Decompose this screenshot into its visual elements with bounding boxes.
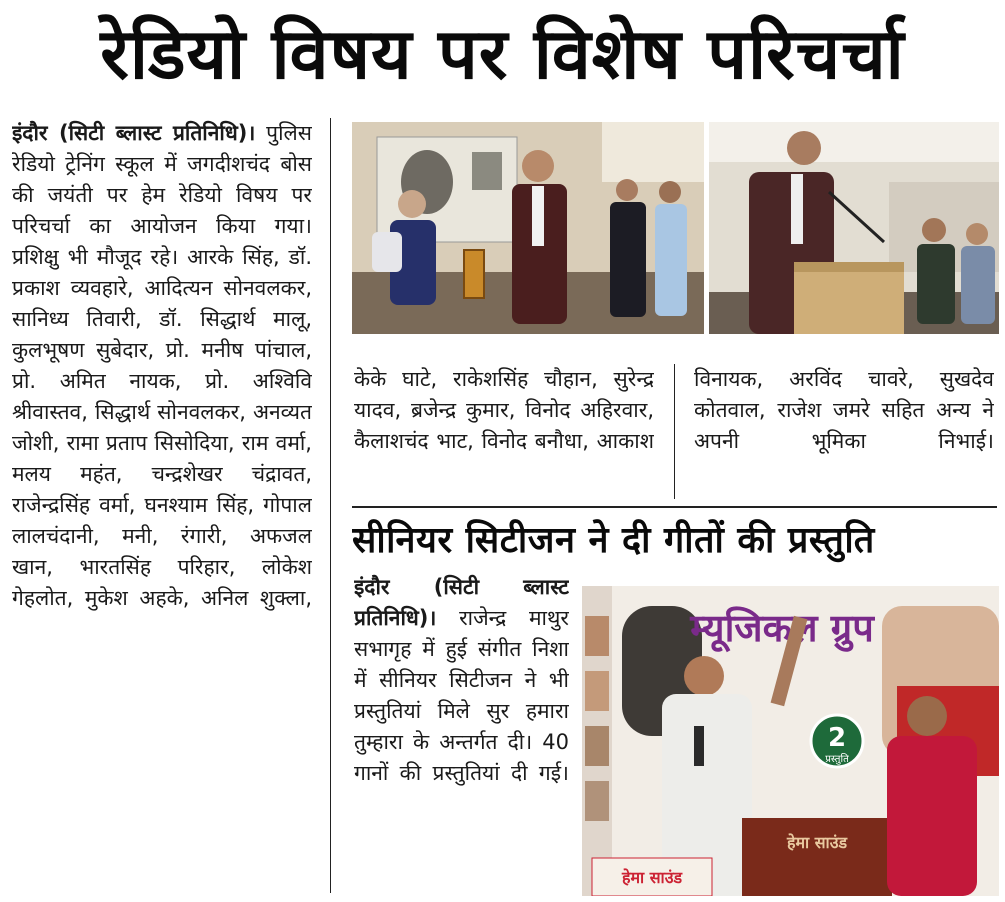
article1-dateline: इंदौर (सिटी ब्लास्ट प्रतिनिधि)। xyxy=(12,121,256,145)
section-divider xyxy=(352,506,997,508)
article2-body-text: राजेन्द्र माथुर सभागृह में हुई संगीत निशा में सीनियर सिटीजन ने भी प्रस्तुतियां मिले सुर हमारा तुम्हारा के अन्तर्गत दी। 40 गानों की प्रस्तुतियां दी गई। xyxy=(354,606,569,785)
article2-dateline: इंदौर (सिटी ब्लास्ट प्रतिनिधि)। xyxy=(354,575,569,630)
article2-body xyxy=(354,572,569,892)
podium-label: हेमा साउंड xyxy=(786,833,848,852)
column-divider xyxy=(674,364,675,499)
badge-number: 2 xyxy=(827,723,847,753)
article1-column1 xyxy=(12,118,312,893)
photo-singer-stage xyxy=(582,586,999,896)
article1-column2: केके घाटे, राकेशसिंह चौहान, सुरेन्द्र यादव, ब्रजेन्द्र कुमार, विनोद अहिरवार, कैलाशचंद भाट, विनोद बनौधा, आकाश xyxy=(354,367,654,453)
banner-text: म्यूजिकल ग्रुप xyxy=(690,606,874,650)
article2-headline: सीनियर सिटीजन ने दी गीतों की प्रस्तुति xyxy=(352,520,875,561)
article1-column3: विनायक, अरविंद चावरे, सुखदेव कोतवाल, राजेश जमरे सहित अन्य ने अपनी भूमिका निभाई। xyxy=(694,367,994,453)
podium-sign: हेमा साउंड xyxy=(621,868,683,887)
photo-speaker-podium xyxy=(709,122,999,334)
badge-label: प्रस्तुति xyxy=(825,754,849,765)
main-headline: रेडियो विषय पर विशेष परिचर्चा xyxy=(100,13,905,95)
article1-body-col1: पुलिस रेडियो ट्रेनिंग स्कूल में जगदीशचंद बोस की जयंती पर हेम रेडियो विषय पर परिचर्चा का आयोजन किया गया। प्रशिक्षु भी मौजूद रहे। आरके सिंह, डॉ. प्रकाश व्यवहारे, आदित्यन सोनवलकर, सानिध्य तिवारी, डॉ. सिद्धार्थ मालू, कुलभूषण सुबेदार, प्रो. मनीष पांचाल, प्रो. अमित नायक, प्रो. अश्विवि श्रीवास्तव, सिद्धार्थ सोनवलकर, अनव्यत जोशी, रामा प्रताप सिसोदिया, राम वर्मा, मलय महंत, चन्द्रशेखर चंद्रावत, राजेन्द्रसिंह वर्मा, घनश्याम सिंह, गोपाल लालचंदानी, मनी, रंगारी, अफजल खान, भारतसिंह परिहार, लोकेश गेहलोत, मुकेश अहके, अनिल शुक्ला, xyxy=(12,121,312,610)
photo-award-presentation xyxy=(352,122,704,334)
column-divider xyxy=(330,118,331,893)
